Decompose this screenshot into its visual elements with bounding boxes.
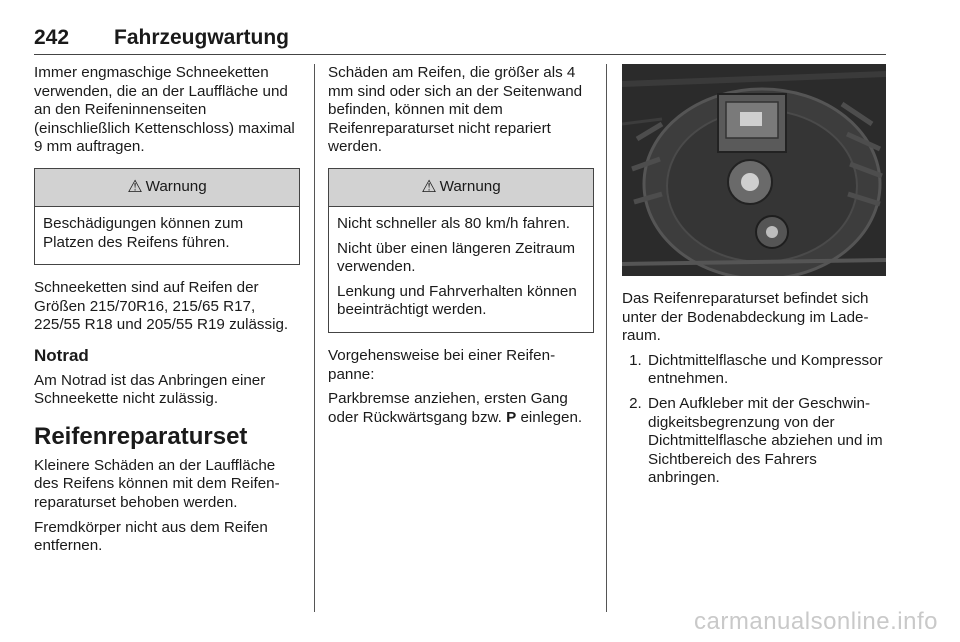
repair-kit-photo (622, 64, 886, 276)
warning-body (35, 207, 299, 264)
paragraph-procedure: Vorgehensweise bei einer Reifenpanne: (328, 346, 556, 383)
column-divider-2 (606, 64, 607, 612)
paragraph-notrad: Am Notrad ist das Anbringen einer Schneekette nicht zulässig. (34, 371, 266, 408)
warning-triangle-icon: ⚠ (127, 177, 143, 197)
paragraph-minor-damage: Kleinere Schäden an der Lauffläche des Reifens können mit dem Reifenreparaturset behoben werden. (34, 456, 280, 511)
warning-line-speed: Nicht schneller als 80 km/h fahren. (337, 214, 570, 232)
watermark: carmanualsonline.info (694, 608, 938, 635)
text-segment: Parkbremse anziehen, ersten Gang oder Rückwärtsgang bzw. (328, 390, 568, 426)
column-3 (622, 64, 886, 494)
text-segment: einlegen. (516, 408, 583, 426)
gear-p-label: P (506, 408, 517, 426)
column-divider-1 (314, 64, 315, 612)
warning-title: Warnung (145, 178, 207, 196)
heading-notrad: Notrad (34, 345, 89, 365)
warning-body (329, 207, 593, 332)
section-title: Fahrzeugwartung (114, 26, 290, 49)
paragraph-damage-size: Schäden am Reifen, die größer als 4 mm sind oder sich an der Seitenwand befinden, können mit dem Reifenreparaturset nicht repariert werden. (328, 64, 583, 156)
paragraph-snow-chains: Immer engmaschige Schneeketten verwenden, die an der Lauffläche und an den Reifeninnenseiten (einschließlich Kettenschloss) maximal 9 mm auftragen. (34, 64, 295, 156)
column-2 (328, 64, 594, 433)
warning-box-1 (34, 168, 300, 265)
paragraph-parking-brake (328, 390, 594, 427)
list-item: 2. Den Aufkleber mit der Geschwindigkeitsbegrenzung von der Dichtmittelflasche abziehen und im Sichtbereich des Fahrers anbringen. (646, 395, 886, 488)
warning-header (35, 169, 299, 207)
heading-reifenreparaturset: Reifenreparaturset (34, 422, 248, 450)
steps-list (622, 352, 886, 488)
column-1 (34, 64, 300, 562)
warning-header (329, 169, 593, 207)
paragraph-foreign-objects: Fremdkörper nicht aus dem Reifen entfernen. (34, 518, 268, 555)
paragraph-kit-location: Das Reifenreparaturset befindet sich unter der Bodenabdeckung im Laderaum. (622, 290, 869, 345)
page-number: 242 (34, 26, 70, 49)
warning-line-handling: Lenkung und Fahrverhalten können beeinträchtigt werden. (337, 282, 577, 319)
page-header (34, 24, 886, 55)
warning-triangle-icon: ⚠ (421, 177, 437, 197)
list-item: 1. Dichtmittelflasche und Kompressor entnehmen. (646, 352, 886, 389)
warning-line-duration: Nicht über einen längeren Zeitraum verwenden. (337, 239, 576, 276)
warning-box-2 (328, 168, 594, 333)
warning-title: Warnung (439, 178, 501, 196)
paragraph-tire-sizes: Schneeketten sind auf Reifen der Größen 215/70R16, 215/65 R17, 225/55 R18 und 205/55 R19 zulässig. (34, 279, 289, 334)
warning-text: Beschädigungen können zum Platzen des Reifens führen. (43, 214, 244, 251)
